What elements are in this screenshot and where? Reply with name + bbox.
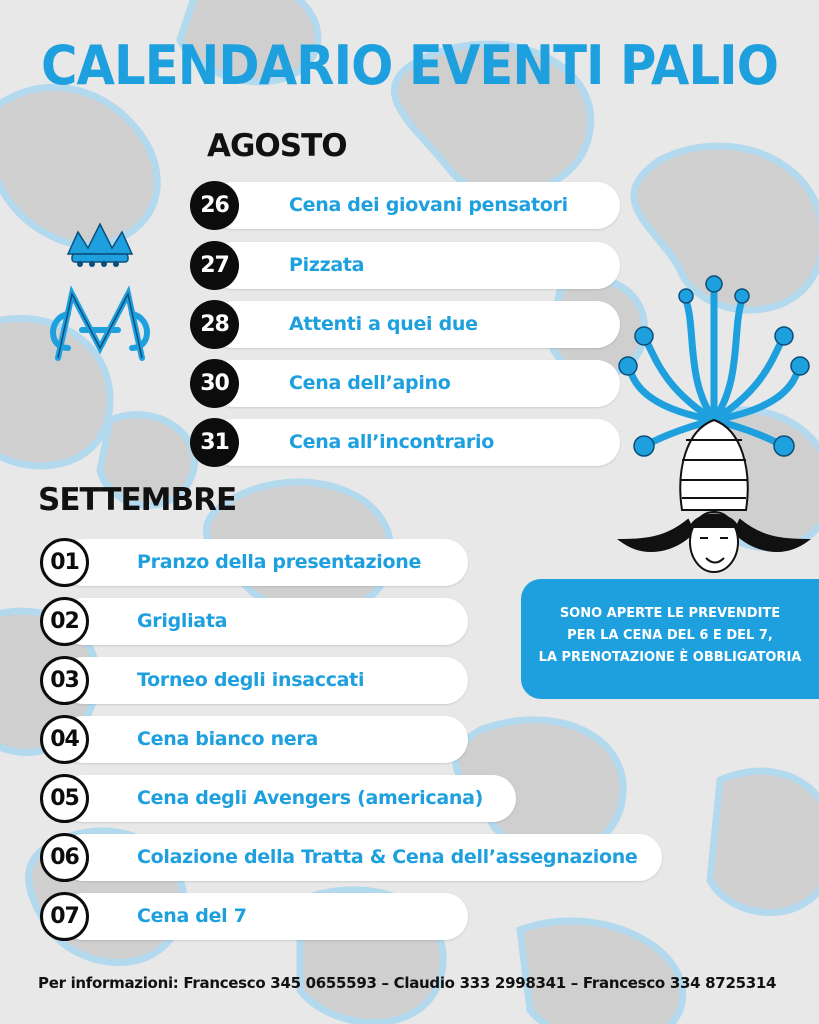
event-pill <box>60 893 468 940</box>
event-row <box>190 182 620 229</box>
event-name: Pizzata <box>289 254 365 276</box>
event-day-badge: 27 <box>190 241 239 290</box>
event-name: Cena all’incontrario <box>289 431 494 453</box>
event-name: Attenti a quei due <box>289 313 478 335</box>
event-day-badge: 28 <box>190 300 239 349</box>
event-name: Torneo degli insaccati <box>137 669 365 691</box>
event-pill <box>210 242 620 289</box>
event-row <box>40 657 468 704</box>
event-row <box>40 775 516 822</box>
month-heading-september: SETTEMBRE <box>38 482 237 518</box>
event-row <box>40 893 468 940</box>
event-row <box>190 419 620 466</box>
event-row <box>40 834 662 881</box>
event-name: Cena del 7 <box>137 905 247 927</box>
event-day-badge: 03 <box>40 656 89 705</box>
page-title: CALENDARIO EVENTI PALIO <box>40 34 779 97</box>
notice-line: LA PRENOTAZIONE È OBBLIGATORIA <box>538 650 802 665</box>
event-day-badge: 30 <box>190 359 239 408</box>
presale-notice <box>521 579 819 699</box>
event-name: Pranzo della presentazione <box>137 551 422 573</box>
event-name: Grigliata <box>137 610 228 632</box>
event-row <box>190 301 620 348</box>
event-day-badge: 04 <box>40 715 89 764</box>
event-day-badge: 01 <box>40 538 89 587</box>
event-name: Colazione della Tratta & Cena dell’assegnazione <box>137 846 638 868</box>
event-name: Cena bianco nera <box>137 728 318 750</box>
notice-line: PER LA CENA DEL 6 E DEL 7, <box>567 628 773 643</box>
event-day-badge: 26 <box>190 181 239 230</box>
event-row <box>190 242 620 289</box>
event-day-badge: 31 <box>190 418 239 467</box>
month-heading-august: AGOSTO <box>207 128 347 164</box>
event-row <box>40 716 468 763</box>
event-row <box>40 598 468 645</box>
event-name: Cena degli Avengers (americana) <box>137 787 484 809</box>
contact-info: Per informazioni: Francesco 345 0655593 – Claudio 333 2998341 – Francesco 334 8725314 <box>38 974 777 992</box>
event-day-badge: 05 <box>40 774 89 823</box>
event-row <box>40 539 468 586</box>
notice-line: SONO APERTE LE PREVENDITE <box>559 606 781 621</box>
event-name: Cena dell’apino <box>289 372 451 394</box>
event-row <box>190 360 620 407</box>
event-day-badge: 02 <box>40 597 89 646</box>
fountain-icon <box>616 270 812 588</box>
event-day-badge: 07 <box>40 892 89 941</box>
event-day-badge: 06 <box>40 833 89 882</box>
crown-monogram-icon <box>48 218 152 376</box>
event-pill <box>60 598 468 645</box>
event-name: Cena dei giovani pensatori <box>289 194 568 216</box>
